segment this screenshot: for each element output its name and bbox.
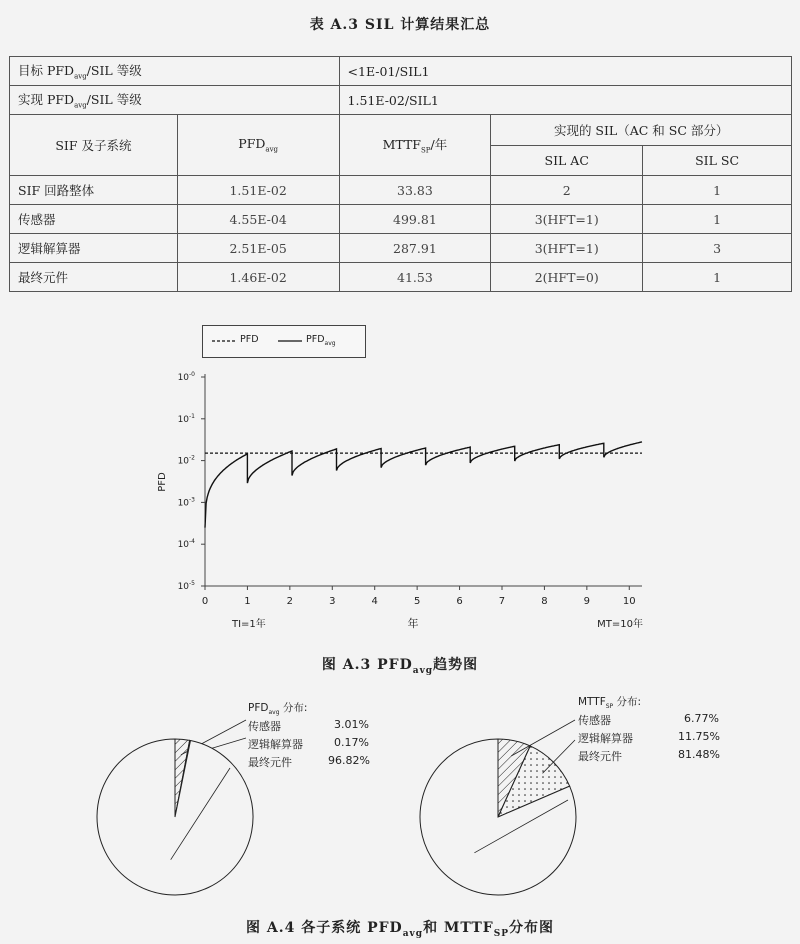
pfdavg-line	[205, 442, 642, 528]
trend-legend	[202, 325, 366, 358]
achieved-value: 1.51E-02/SIL1	[339, 86, 791, 115]
x-tick-label: 9	[583, 596, 591, 607]
y-tick-label: $10^{-1}$	[177, 412, 195, 425]
x-tick-label: 5	[413, 596, 421, 607]
header-sif: SIF 及子系统	[10, 115, 178, 176]
table-row	[10, 234, 792, 263]
x-tick-label: 0	[201, 596, 209, 607]
x-tick-label: 4	[371, 596, 378, 607]
x-tick-label: 10	[622, 596, 636, 607]
y-axis-label: PFD	[157, 472, 168, 492]
pie-legend-row: 逻辑解算器 11.75%	[578, 730, 720, 746]
x-tick-label: 7	[498, 596, 506, 607]
table-row	[10, 263, 792, 292]
cell-name: SIF 回路整体	[10, 176, 178, 205]
x-left-note: TI=1年	[232, 619, 266, 630]
x-tick-label: 6	[456, 596, 463, 607]
y-tick-label: $10^{-0}$	[177, 371, 195, 383]
table-row	[10, 205, 792, 234]
trend-caption: 图 A.3 $PFD_{avg}$趋势图	[321, 657, 479, 676]
cell-pfd: 1.46E-02	[177, 263, 339, 292]
x-tick-label: 3	[329, 596, 336, 607]
legend-pfdavg: $PFD_{avg}$	[306, 334, 336, 347]
mttf-pie-legend	[578, 694, 718, 766]
cell-name: 最终元件	[10, 263, 178, 292]
table-row	[10, 176, 792, 205]
table-header-row	[10, 115, 792, 146]
pfd-trend-chart	[0, 360, 800, 635]
pie-legend-row: 最终元件 81.48%	[578, 748, 720, 764]
header-mttf: $MTTF_{SP}/$年	[339, 115, 491, 176]
pie-legend-row: 最终元件 96.82%	[248, 754, 370, 770]
cell-mttf: 287.91	[339, 234, 491, 263]
cell-name: 逻辑解算器	[10, 234, 178, 263]
cell-mttf: 41.53	[339, 263, 491, 292]
target-value: <1E-01/SIL1	[339, 57, 791, 86]
x-tick-label: 1	[244, 596, 251, 607]
pie-legend-row: 传感器 3.01%	[248, 718, 369, 734]
cell-pfd: 1.51E-02	[177, 176, 339, 205]
table-caption: 表 A.3 SIL 计算结果汇总	[309, 17, 491, 33]
x-tick-label: 2	[286, 596, 294, 607]
cell-sc: 1	[643, 176, 792, 205]
y-tick-label: $10^{-5}$	[177, 580, 195, 592]
cell-pfd: 2.51E-05	[177, 234, 339, 263]
x-tick-label: 8	[541, 596, 548, 607]
achieved-label: 实现 $PFD_{avg}$/SIL 等级	[10, 86, 340, 115]
header-sil-ac: SIL AC	[491, 145, 643, 176]
header-sil-sc: SIL SC	[643, 145, 792, 176]
y-tick-label: $10^{-3}$	[177, 496, 195, 509]
cell-sc: 1	[643, 263, 792, 292]
pie-legend-row: 逻辑解算器 0.17%	[248, 736, 369, 752]
header-pfd: $PFD_{avg}$	[177, 115, 339, 176]
pie-caption: 图 A.4 各子系统 $PFD_{avg}$和 $MTTF_{SP}$分布图	[245, 920, 554, 939]
cell-mttf: 499.81	[339, 205, 491, 234]
table-row	[10, 86, 792, 115]
sil-result-table	[9, 56, 792, 292]
pfd-pie-legend	[248, 700, 378, 772]
pie-leader-line	[511, 720, 575, 756]
cell-ac: 3(HFT=1)	[491, 205, 643, 234]
cell-name: 传感器	[10, 205, 178, 234]
pie-slice	[97, 739, 253, 895]
cell-sc: 3	[643, 234, 792, 263]
cell-ac: 2	[491, 176, 643, 205]
legend-pfd: PFD	[240, 334, 259, 345]
x-axis-label: 年	[407, 617, 419, 630]
y-tick-label: $10^{-2}$	[177, 454, 195, 467]
cell-mttf: 33.83	[339, 176, 491, 205]
cell-ac: 3(HFT=1)	[491, 234, 643, 263]
cell-pfd: 4.55E-04	[177, 205, 339, 234]
cell-sc: 1	[643, 205, 792, 234]
x-right-note: MT=10年	[597, 619, 643, 630]
table-row	[10, 57, 792, 86]
header-sil: 实现的 SIL（AC 和 SC 部分）	[491, 115, 792, 146]
pie-legend-row: 传感器 6.77%	[578, 712, 719, 728]
mttf-pie-title: $MTTF_{SP}$ 分布:	[578, 696, 642, 711]
target-label: 目标 $PFD_{avg}$/SIL 等级	[10, 57, 340, 86]
y-tick-label: $10^{-4}$	[177, 538, 195, 551]
cell-ac: 2(HFT=0)	[491, 263, 643, 292]
pfd-pie-title: $PFD_{avg}$ 分布:	[248, 702, 308, 717]
